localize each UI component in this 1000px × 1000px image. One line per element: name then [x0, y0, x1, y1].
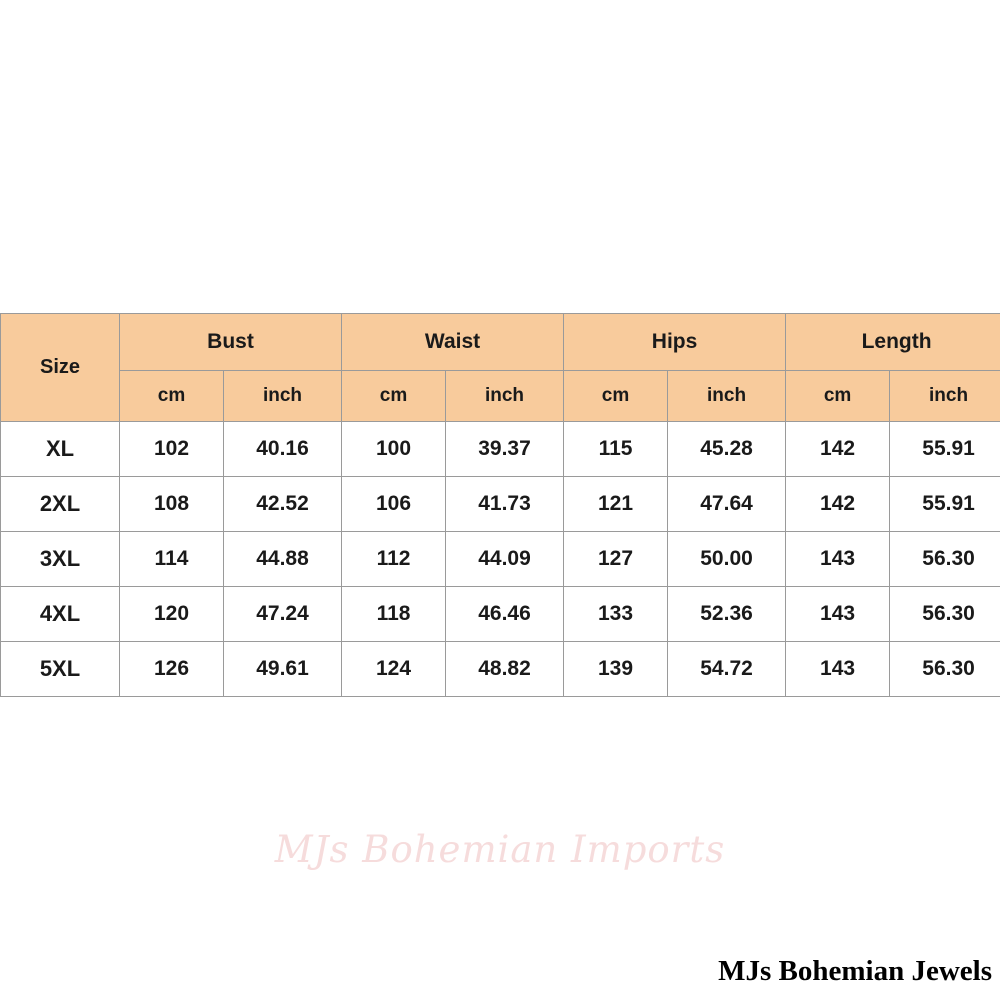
cell-hips-cm: 127 [564, 532, 668, 587]
cell-hips-inch: 54.72 [668, 642, 786, 697]
watermark-text: MJs Bohemian Imports [274, 828, 726, 871]
table-row [1, 422, 1000, 477]
header-unit-length-inch: inch [890, 371, 1000, 422]
cell-size: 5XL [1, 642, 120, 697]
header-waist: Waist [342, 314, 564, 371]
size-chart-table [0, 313, 1000, 697]
header-unit-bust-cm: cm [120, 371, 224, 422]
cell-length-cm: 143 [786, 642, 890, 697]
cell-bust-cm: 102 [120, 422, 224, 477]
cell-hips-inch: 52.36 [668, 587, 786, 642]
cell-length-inch: 56.30 [890, 532, 1000, 587]
table-row [1, 477, 1000, 532]
cell-waist-cm: 106 [342, 477, 446, 532]
cell-waist-cm: 112 [342, 532, 446, 587]
cell-length-inch: 56.30 [890, 587, 1000, 642]
header-unit-hips-inch: inch [668, 371, 786, 422]
cell-size: 4XL [1, 587, 120, 642]
cell-length-inch: 56.30 [890, 642, 1000, 697]
header-bust: Bust [120, 314, 342, 371]
cell-hips-cm: 139 [564, 642, 668, 697]
cell-length-inch: 55.91 [890, 422, 1000, 477]
cell-size: XL [1, 422, 120, 477]
cell-bust-cm: 108 [120, 477, 224, 532]
cell-length-inch: 55.91 [890, 477, 1000, 532]
cell-length-cm: 143 [786, 532, 890, 587]
table-header-group-row [1, 314, 1000, 371]
cell-bust-cm: 114 [120, 532, 224, 587]
cell-bust-inch: 42.52 [224, 477, 342, 532]
cell-waist-inch: 39.37 [446, 422, 564, 477]
header-unit-hips-cm: cm [564, 371, 668, 422]
header-unit-length-cm: cm [786, 371, 890, 422]
cell-waist-cm: 118 [342, 587, 446, 642]
header-unit-waist-cm: cm [342, 371, 446, 422]
cell-hips-cm: 115 [564, 422, 668, 477]
header-length: Length [786, 314, 1000, 371]
table-row [1, 642, 1000, 697]
cell-hips-cm: 133 [564, 587, 668, 642]
header-unit-bust-inch: inch [224, 371, 342, 422]
cell-bust-cm: 120 [120, 587, 224, 642]
table-row [1, 587, 1000, 642]
cell-size: 3XL [1, 532, 120, 587]
cell-waist-inch: 48.82 [446, 642, 564, 697]
cell-bust-inch: 40.16 [224, 422, 342, 477]
cell-waist-cm: 124 [342, 642, 446, 697]
cell-hips-inch: 45.28 [668, 422, 786, 477]
header-hips: Hips [564, 314, 786, 371]
cell-bust-inch: 47.24 [224, 587, 342, 642]
cell-waist-cm: 100 [342, 422, 446, 477]
table-header [1, 314, 1000, 422]
cell-hips-cm: 121 [564, 477, 668, 532]
header-size: Size [1, 314, 120, 422]
cell-bust-cm: 126 [120, 642, 224, 697]
table-header-unit-row [1, 371, 1000, 422]
cell-waist-inch: 46.46 [446, 587, 564, 642]
cell-waist-inch: 44.09 [446, 532, 564, 587]
brand-label: MJs Bohemian Jewels [718, 955, 992, 987]
size-chart-container [0, 313, 1000, 697]
header-unit-waist-inch: inch [446, 371, 564, 422]
table-row [1, 532, 1000, 587]
cell-waist-inch: 41.73 [446, 477, 564, 532]
cell-bust-inch: 44.88 [224, 532, 342, 587]
cell-bust-inch: 49.61 [224, 642, 342, 697]
table-body [1, 422, 1000, 697]
cell-size: 2XL [1, 477, 120, 532]
cell-length-cm: 142 [786, 422, 890, 477]
cell-length-cm: 143 [786, 587, 890, 642]
cell-hips-inch: 47.64 [668, 477, 786, 532]
cell-length-cm: 142 [786, 477, 890, 532]
cell-hips-inch: 50.00 [668, 532, 786, 587]
